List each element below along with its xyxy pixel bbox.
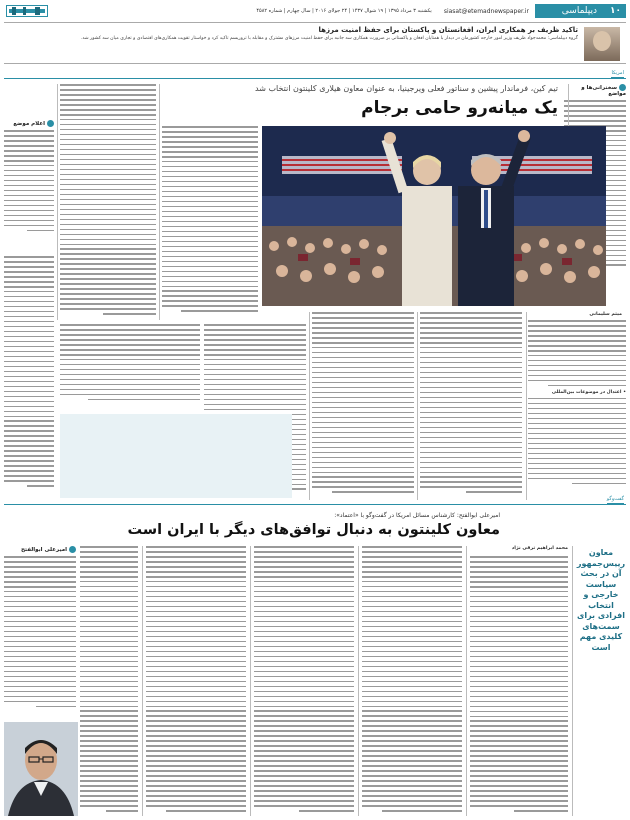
text-block xyxy=(470,556,568,812)
story1-quote-box xyxy=(60,414,292,498)
story1-bottom-col-3 xyxy=(312,312,414,500)
text-block xyxy=(60,84,156,315)
text-block xyxy=(60,324,200,400)
story1-bottom-col-2 xyxy=(420,312,522,500)
website-address: siasat@etemadnewspaper.ir xyxy=(443,7,529,15)
story2-col-3 xyxy=(254,546,354,818)
story1-bottom-col-5 xyxy=(60,324,200,404)
story1-left-column xyxy=(4,120,54,250)
column-rule xyxy=(572,546,573,816)
left-column-title: اعلام موضع xyxy=(4,120,54,127)
column-rule xyxy=(358,546,359,816)
page-header xyxy=(4,4,626,18)
text-block xyxy=(4,130,54,231)
text-block xyxy=(4,256,54,487)
section-title: دیپلماسی xyxy=(535,4,605,18)
column-rule xyxy=(526,312,527,500)
text-block xyxy=(528,320,626,386)
column-rule xyxy=(417,312,418,500)
column-rule xyxy=(250,546,251,816)
zarif-news-box xyxy=(4,22,626,64)
bullet-icon xyxy=(619,84,626,91)
text-block xyxy=(146,546,246,812)
divider xyxy=(4,78,626,79)
story2-col-4 xyxy=(146,546,246,818)
story1-kicker: تیم کین، فرماندار پیشین و سناتور فعلی ویرجینیا، به عنوان معاون هیلاری کلینتون انتخاب شد xyxy=(255,84,558,93)
story1-col-middle-b xyxy=(60,84,156,320)
story2-col-1 xyxy=(470,556,568,818)
story1-section-label: امریکا xyxy=(611,70,624,76)
text-block xyxy=(528,398,626,484)
story2-section-label: گفت‌وگو xyxy=(606,496,624,502)
story2-col-2 xyxy=(362,546,462,818)
story2-side-quote: معاون رییس‌جمهور آن در بحث سیاست خارجی و انتخاب افرادی برای سمت‌های کلیدی مهم است xyxy=(576,548,626,652)
right-column-title: سخنرانی‌ها و مواضع xyxy=(581,85,626,97)
column-rule xyxy=(309,312,310,500)
interviewee-photo xyxy=(4,722,78,816)
text-block xyxy=(4,556,76,707)
story2-byline: محمد ابراهیم ترقی نژاد xyxy=(511,546,568,551)
text-block xyxy=(254,546,354,812)
divider xyxy=(4,504,626,505)
text-block xyxy=(420,312,522,493)
story1-left-lower xyxy=(4,256,54,496)
text-block xyxy=(80,546,138,812)
story2-headline[interactable]: معاون کلینتون به دنبال توافق‌های دیگر با ایران است xyxy=(127,522,500,538)
story1-col-middle-a xyxy=(162,126,258,320)
text-block xyxy=(362,546,462,812)
bullet-icon xyxy=(69,546,76,553)
zarif-headline[interactable]: تاکید ظریف بر همکاری ایران، افغانستان و پاکستان برای حفظ امنیت مرزها xyxy=(318,26,578,34)
story1-author: میثم سلیمانی xyxy=(589,312,622,317)
text-block xyxy=(162,126,258,312)
bullet-icon xyxy=(47,120,54,127)
column-rule xyxy=(159,84,160,320)
story2-left-column xyxy=(4,546,76,716)
story1-headline[interactable]: یک میانه‌رو حامی برجام xyxy=(361,98,558,118)
story2-col-5 xyxy=(80,546,138,818)
newspaper-logo xyxy=(6,5,48,17)
text-block xyxy=(312,312,414,493)
issue-info: یکشنبه ۳ مرداد ۱۳۹۵ | ۱۹ شوال ۱۴۳۷ | ۲۴ جولای ۲۰۱۶ | سال چهارم | شماره ۴۵۸۲ xyxy=(256,8,432,14)
zarif-photo xyxy=(584,27,620,61)
story1-bottom-right-column xyxy=(528,320,626,500)
column-rule xyxy=(466,546,467,816)
left-column-title: امیرعلی ابوالفتح xyxy=(4,546,76,553)
clinton-kaine-photo xyxy=(262,126,606,306)
column-rule xyxy=(142,546,143,816)
page-number: ۱۰ xyxy=(605,4,626,18)
zarif-body: گروه دیپلماسی: محمدجواد ظریف وزیر امور خارجه کشورمان در دیدار با همتایان افغان و پاکستانی بر ضرورت همکاری سه جانبه برای حفظ امنیت مرزهای مشترک و مقابله با تروریسم تاکید کرد و خواستار تقویت همکاری‌های اقتصادی و تجاری میان سه کشور شد. xyxy=(80,36,578,41)
story2-kicker: امیرعلی ابوالفتح: کارشناس مسائل امریکا در گفت‌وگو با «اعتماد»: xyxy=(334,512,500,519)
story1-note: • اعتدال در موضوعات بین‌المللی xyxy=(551,389,626,395)
column-rule xyxy=(57,84,58,320)
